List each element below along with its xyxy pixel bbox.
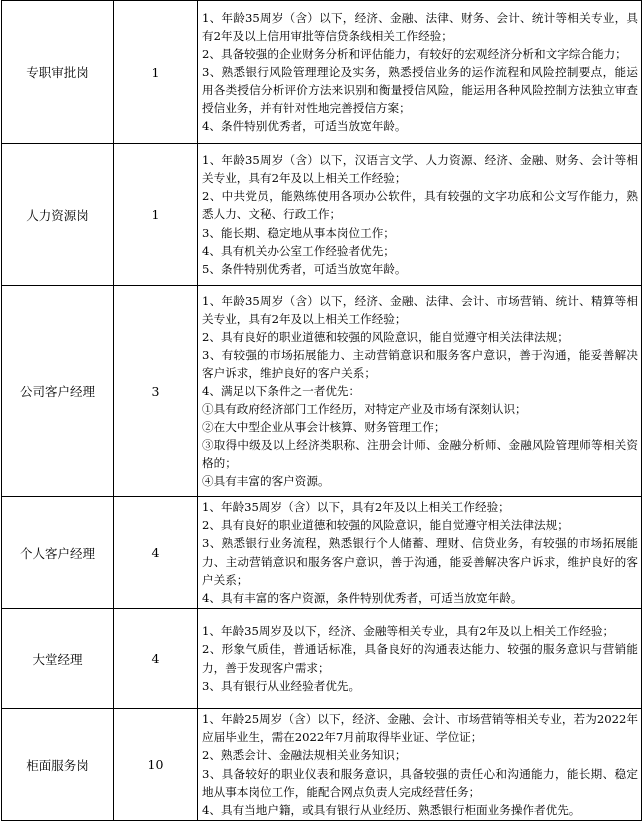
requirement-item: 1、年龄35周岁（含）以下，汉语言文学、人力资源、经济、金融、财务、会计等相关专业，具有2年及以上相关工作经验； — [202, 153, 638, 186]
requirement-item: 1、年龄35周岁（含）以下，经济、金融、法律、会计、市场营销、统计、精算等相关专业，具有2年及以上相关工作经验； — [202, 293, 638, 326]
table-row — [2, 709, 642, 821]
table-row — [2, 497, 642, 609]
requirement-item: 5、条件特别优秀者，可适当放宽年龄。 — [202, 261, 407, 276]
requirement-item: ③取得中级及以上经济类职称、注册会计师、金融分析师、金融风险管理师等相关资格的； — [202, 438, 638, 471]
headcount: 10 — [114, 709, 198, 821]
headcount: 1 — [114, 144, 198, 286]
requirement-item: 3、有较强的市场拓展能力、主动营销意识和服务客户意识，善于沟通，能妥善解决客户诉求，维护良好的客户关系； — [202, 347, 638, 380]
position-title: 柜面服务岗 — [2, 709, 114, 821]
requirement-item: 1、年龄35周岁（含）以下，具有2年及以上相关工作经验； — [202, 500, 510, 515]
requirement-item: 1、年龄25周岁（含）以下，经济、金融、会计、市场营销等相关专业，若为2022年应届毕业生，需在2022年7月前取得毕业证、学位证； — [202, 712, 638, 745]
requirement-item: ④具有丰富的客户资源。 — [202, 474, 330, 489]
requirement-item: 2、熟悉会计、金融法规相关业务知识； — [202, 748, 407, 763]
headcount: 4 — [114, 497, 198, 609]
requirement-item: 4、满足以下条件之一者优先： — [202, 383, 361, 398]
requirements-cell — [198, 286, 642, 497]
requirement-item: 2、具有良好的职业道德和较强的风险意识，能自觉遵守相关法律法规； — [202, 518, 569, 533]
job-requirements-table — [1, 0, 642, 821]
table-row — [2, 286, 642, 497]
table-row — [2, 1, 642, 144]
requirement-item: 4、具有丰富的客户资源，条件特别优秀者，可适当放宽年龄。 — [202, 590, 523, 605]
requirements-cell — [198, 709, 642, 821]
requirement-item: 4、具有机关办公室工作经验者优先； — [202, 243, 395, 258]
requirement-item: 1、年龄35周岁及以下，经济、金融等相关专业，具有2年及以上相关工作经验； — [202, 624, 615, 639]
requirement-item: 2、具备较强的企业财务分析和评估能力，有较好的宏观经济分析和文字综合能力； — [202, 46, 627, 61]
position-title: 专职审批岗 — [2, 1, 114, 144]
requirements-cell — [198, 609, 642, 709]
position-title: 公司客户经理 — [2, 286, 114, 497]
requirement-item: 4、条件特别优秀者，可适当放宽年龄。 — [202, 119, 407, 134]
headcount: 1 — [114, 1, 198, 144]
requirement-item: 2、中共党员，能熟练使用各项办公软件，具有较强的文字功底和公文写作能力，熟悉人力、文秘、行政工作； — [202, 189, 638, 222]
requirement-item: 4、具有当地户籍，或具有银行从业经历、熟悉银行柜面业务操作者优先。 — [202, 802, 581, 817]
position-title: 人力资源岗 — [2, 144, 114, 286]
requirement-item: 1、年龄35周岁（含）以下，经济、金融、法律、财务、会计、统计等相关专业，具有2年及以上信用审批等信贷条线相关工作经验； — [202, 10, 638, 43]
requirement-item: 3、熟悉银行业务流程，熟悉银行个人储蓄、理财、信贷业务，有较强的市场拓展能力、主动营销意识和服务客户意识，善于沟通，能妥善解决客户诉求，维护良好的客户关系； — [202, 536, 638, 587]
table-row — [2, 609, 642, 709]
requirement-item: 3、熟悉银行风险管理理论及实务，熟悉授信业务的运作流程和风险控制要点，能运用各类授信分析评价方法来识别和衡量授信风险，能运用各种风险控制方法独立审查授信业务，并有针对性地完善授信方案； — [202, 64, 638, 116]
table-row — [2, 144, 642, 286]
headcount: 4 — [114, 609, 198, 709]
requirement-item: 3、具有银行从业经验者优先。 — [202, 678, 361, 693]
requirements-cell — [198, 144, 642, 286]
requirement-item: 3、能长期、稳定地从事本岗位工作； — [202, 225, 395, 240]
requirement-item: 2、形象气质佳，普通话标准，具备良好的沟通表达能力、较强的服务意识与营销能力，善于发现客户需求； — [202, 642, 638, 675]
headcount: 3 — [114, 286, 198, 497]
requirement-item: 2、具有良好的职业道德和较强的风险意识，能自觉遵守相关法律法规； — [202, 329, 569, 344]
requirements-cell — [198, 497, 642, 609]
requirement-item: 3、具备较好的职业仪表和服务意识，具备较强的责任心和沟通能力，能长期、稳定地从事本岗位工作，能配合网点负责人完成经营任务； — [202, 766, 638, 799]
position-title: 大堂经理 — [2, 609, 114, 709]
requirement-item: ①具有政府经济部门工作经历，对特定产业及市场有深刻认识； — [202, 402, 527, 417]
position-title: 个人客户经理 — [2, 497, 114, 609]
requirement-item: ②在大中型企业从事会计核算、财务管理工作； — [202, 420, 446, 435]
requirements-cell — [198, 1, 642, 144]
